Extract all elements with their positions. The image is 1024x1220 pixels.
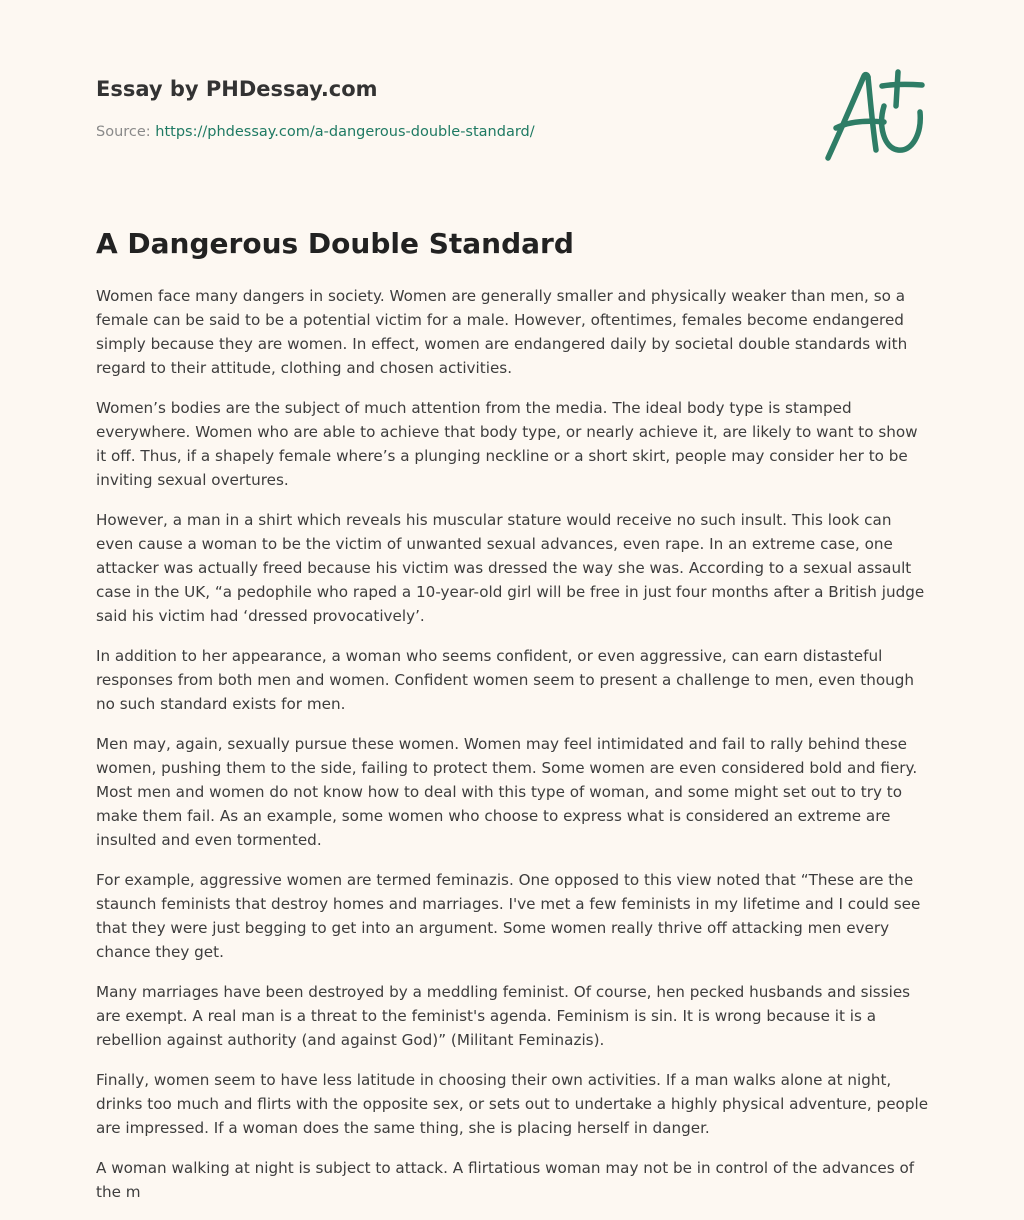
essay-paragraph: Finally, women seem to have less latitude in choosing their own activities. If a man walks alone at night, drinks too much and flirts with the opposite sex, or sets out to undertake a highly physical adventure, people are impressed. If a woman does the same thing, she is placing herself in danger. xyxy=(96,1071,929,1137)
source-link[interactable]: https://phdessay.com/a-dangerous-double-standard/ xyxy=(155,124,535,140)
source-line xyxy=(96,122,816,142)
essay-paragraph: A woman walking at night is subject to attack. A flirtatious woman may not be in control of the advances of the m xyxy=(96,1159,915,1201)
essay-body xyxy=(96,284,930,1220)
page-header xyxy=(96,74,816,142)
site-brand: Essay by PHDessay.com xyxy=(96,77,378,101)
essay-paragraph: Women’s bodies are the subject of much attention from the media. The ideal body type is stamped everywhere. Women who are able to achieve that body type, or nearly achieve it, are likely to want to show it off. Thus, if a shapely female where’s a plunging neckline or a short skirt, people may consider her to be inviting sexual overtures. xyxy=(96,399,918,489)
a-plus-logo-icon xyxy=(818,66,930,166)
essay-paragraph: In addition to her appearance, a woman who seems confident, or even aggressive, can earn distasteful responses from both men and women. Confident women seem to present a challenge to men, even though no such standard exists for men. xyxy=(96,647,915,713)
source-label: Source: xyxy=(96,124,156,140)
essay-paragraph: Women face many dangers in society. Women are generally smaller and physically weaker than men, so a female can be said to be a potential victim for a male. However, oftentimes, females become endangered simply because they are women. In effect, women are endangered daily by societal double standards with regard to their attitude, clothing and chosen activities. xyxy=(96,287,908,377)
essay-paragraph: However, a man in a shirt which reveals his muscular stature would receive no such insult. This look can even cause a woman to be the victim of unwanted sexual advances, even rape. In an extreme case, one attacker was actually freed because his victim was dressed the way she was. According to a sexual assault case in the UK, “a pedophile who raped a 10-year-old girl will be free in just four months after a British judge said his victim had ‘dressed provocatively’. xyxy=(96,511,925,625)
essay-paragraph: Men may, again, sexually pursue these women. Women may feel intimidated and fail to rally behind these women, pushing them to the side, failing to protect them. Some women are even considered bold and fiery. Most men and women do not know how to deal with this type of woman, and some might set out to try to make them fail. As an example, some women who choose to express what is considered an extreme are insulted and even tormented. xyxy=(96,735,918,849)
essay-title: A Dangerous Double Standard xyxy=(96,227,574,260)
essay-paragraph: Many marriages have been destroyed by a meddling feminist. Of course, hen pecked husbands and sissies are exempt. A real man is a threat to the feminist's agenda. Feminism is sin. It is wrong because it is a rebellion against authority (and against God)” (Militant Feminazis). xyxy=(96,983,911,1049)
essay-paragraph: For example, aggressive women are termed feminazis. One opposed to this view noted that “These are the staunch feminists that destroy homes and marriages. I've met a few feminists in my lifetime and I could see that they were just begging to get into an argument. Some women really thrive off attacking men every chance they get. xyxy=(96,871,921,961)
